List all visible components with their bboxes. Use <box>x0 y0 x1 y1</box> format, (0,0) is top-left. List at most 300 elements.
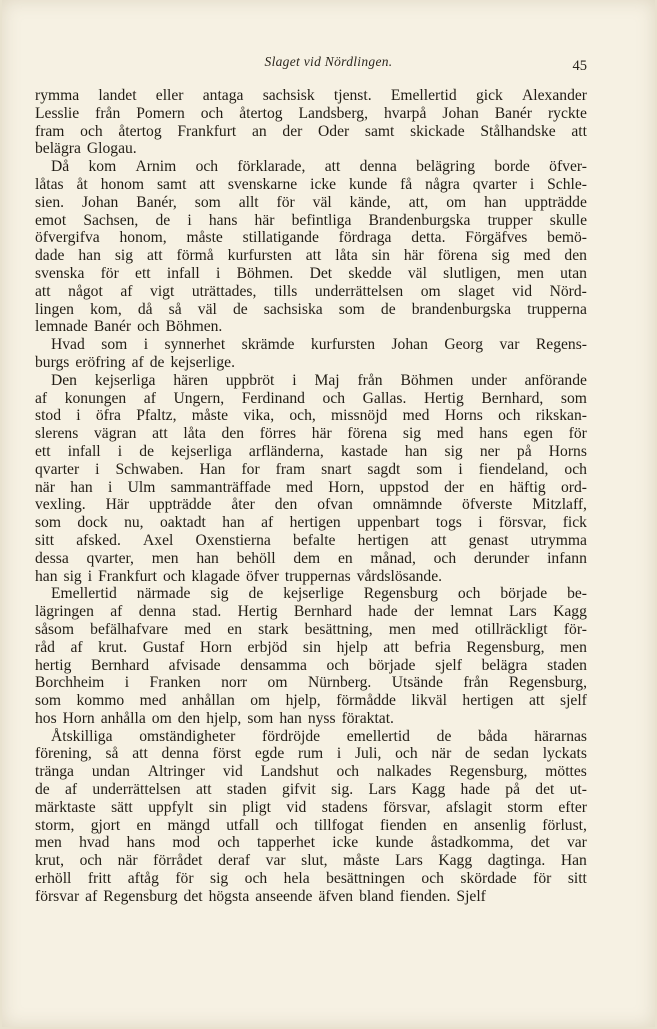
word: Banér <box>93 318 132 336</box>
text-line <box>35 461 587 479</box>
word: togs <box>435 514 462 532</box>
word: landet <box>98 87 137 104</box>
word: Bernhard <box>91 656 150 674</box>
word: sig <box>210 870 229 888</box>
word: var <box>265 852 286 870</box>
word: i <box>95 460 100 478</box>
word: för- <box>563 620 587 638</box>
word: Horn <box>62 709 95 727</box>
word: infall <box>166 264 200 282</box>
text-line <box>35 176 587 194</box>
word: Gustaf <box>142 638 185 656</box>
word: kände, <box>349 193 391 211</box>
word: förena <box>347 425 388 443</box>
word: såsom <box>35 620 74 638</box>
word: der <box>444 478 465 496</box>
text-line <box>35 745 587 763</box>
word: månad, <box>370 549 416 567</box>
word: för <box>276 193 295 211</box>
word: Då <box>51 158 70 176</box>
word: i <box>458 460 463 478</box>
text-line <box>35 834 587 852</box>
word: Emellertid <box>51 585 117 603</box>
word: väl <box>197 300 217 318</box>
word: som <box>101 336 128 354</box>
word: omständigheter <box>139 727 236 745</box>
word: Franken <box>149 674 201 692</box>
word: Frankfurt <box>177 122 237 140</box>
word: Det <box>309 264 333 282</box>
word: att <box>430 531 447 549</box>
word: Maj <box>314 371 340 389</box>
paragraph <box>35 728 587 906</box>
word: uppbröt <box>225 371 275 389</box>
word: och <box>217 834 240 852</box>
text-line <box>35 390 587 408</box>
word: antaga <box>202 87 244 104</box>
word: sachsisk <box>262 87 315 104</box>
word: befalte <box>293 531 336 549</box>
word: honom <box>100 175 145 193</box>
word: åstadkomma, <box>430 834 514 852</box>
word: staden <box>547 656 587 674</box>
word: och <box>137 318 160 336</box>
word: om <box>267 674 288 692</box>
text-line <box>35 212 587 230</box>
word: kom <box>88 158 117 176</box>
word: fördröjde <box>262 727 321 745</box>
word: Här <box>105 496 130 514</box>
word: gick <box>475 87 503 104</box>
word: allt <box>238 193 259 211</box>
word: i <box>143 336 149 354</box>
word: bemö- <box>547 229 587 247</box>
word: förmådde <box>336 692 396 710</box>
word: han <box>70 478 93 496</box>
word: uppträdde <box>524 193 587 211</box>
word: äfven <box>318 887 354 905</box>
word: måste <box>191 407 229 425</box>
word: honom, <box>119 229 167 247</box>
word: Ferdinand <box>241 389 305 407</box>
word: utrymma <box>530 531 587 549</box>
word: sin <box>302 638 322 656</box>
word: Böhmen. <box>165 318 223 336</box>
word: anhållan <box>181 692 235 710</box>
word: väl <box>407 264 427 282</box>
text-line <box>35 799 587 817</box>
word: Hvad <box>51 336 85 354</box>
word: Förgäfves <box>465 229 528 247</box>
book-page <box>2 0 655 1027</box>
word: truppernas <box>284 567 351 585</box>
word: anseende <box>255 887 313 905</box>
word: oaktadt <box>159 514 206 532</box>
text-line <box>35 354 587 372</box>
word: Frankfurt <box>98 567 157 585</box>
word: den <box>221 425 245 443</box>
word: på <box>505 781 520 799</box>
word: nu, <box>124 514 144 532</box>
word: stadens <box>321 798 368 816</box>
word: och <box>336 763 360 781</box>
word: tränga <box>35 763 74 781</box>
word: otillräckligt <box>474 620 548 638</box>
word: hjelp, <box>285 692 321 710</box>
word: och <box>80 122 103 140</box>
word: han <box>404 442 428 460</box>
word: hjelp <box>336 638 368 656</box>
word: att <box>324 158 341 176</box>
word: mod <box>172 834 201 852</box>
word: dagtinga. <box>487 852 546 870</box>
word: Hertig <box>237 603 278 621</box>
word: af <box>65 781 78 799</box>
word: i <box>187 211 192 229</box>
word: krut, <box>35 852 65 870</box>
word: den <box>564 247 587 265</box>
text-line <box>35 318 587 336</box>
word: för <box>100 264 119 282</box>
word: sig <box>114 247 134 265</box>
word: sin <box>371 247 390 265</box>
word: borde <box>494 158 530 176</box>
word: Lesslie <box>35 104 80 122</box>
word: råd <box>35 638 55 656</box>
word: att <box>571 122 587 140</box>
word: och <box>433 549 457 567</box>
word: stark <box>258 620 289 638</box>
text-line <box>35 550 587 568</box>
word: Juli, <box>354 745 382 763</box>
word: Regensburg, <box>466 638 545 656</box>
word: i <box>117 442 123 460</box>
word: i <box>529 175 535 193</box>
word: på <box>516 442 532 460</box>
word: Sjelf <box>456 887 486 905</box>
word: i <box>292 371 297 389</box>
word: behöll <box>236 549 276 567</box>
word: vid <box>222 763 243 781</box>
word: af <box>131 353 144 371</box>
word: skördade <box>460 870 517 888</box>
word: förres <box>259 425 297 443</box>
word: åt <box>76 175 88 193</box>
word: trupperna <box>527 300 587 318</box>
word: det <box>535 781 555 799</box>
text-line <box>35 781 587 799</box>
word: kastade <box>340 442 388 460</box>
word: hertigen <box>289 514 341 532</box>
word: uträttades, <box>191 282 257 300</box>
word: var <box>566 834 587 852</box>
text-line <box>35 568 587 586</box>
text-line <box>35 710 587 728</box>
word: vid <box>286 798 307 816</box>
word: kurfursten <box>227 247 292 265</box>
word: de <box>248 585 264 603</box>
word: nalkades <box>376 763 432 781</box>
word: fienden <box>379 816 427 834</box>
word: fördraga <box>338 229 392 247</box>
text-line <box>35 407 587 425</box>
word: underrättelsen <box>314 282 404 300</box>
word: af <box>143 389 156 407</box>
word: emot <box>35 211 67 229</box>
word: lyckats <box>542 745 587 763</box>
word: i <box>336 745 342 763</box>
text-line <box>35 265 587 283</box>
text-line <box>35 817 587 835</box>
word: och <box>498 407 521 425</box>
word: lemnade <box>35 318 88 336</box>
word: Regensburg, <box>449 763 528 781</box>
word: erhöll <box>35 870 72 888</box>
word: Johan <box>442 104 479 122</box>
word: om <box>151 709 172 727</box>
word: i <box>87 567 93 585</box>
word: svenska <box>35 264 85 282</box>
word: ofvan <box>317 496 353 514</box>
word: för <box>533 870 552 888</box>
word: återtog <box>118 122 162 140</box>
word: belägring <box>416 158 476 176</box>
word: Banér, <box>136 193 177 211</box>
word: men <box>388 620 416 638</box>
word: som <box>194 193 221 211</box>
word: samt <box>156 175 187 193</box>
page-number: 45 <box>572 58 587 74</box>
word: som <box>560 389 587 407</box>
word: i <box>124 674 130 692</box>
word: han <box>196 549 219 567</box>
word: måste <box>186 229 223 247</box>
word: afslagit <box>446 798 492 816</box>
word: uppträdde <box>149 496 212 514</box>
word: eröfring <box>75 353 126 371</box>
word: en <box>443 816 458 834</box>
word: icke <box>310 175 337 193</box>
word: sig <box>210 585 229 603</box>
word: något <box>68 282 103 300</box>
word: Oxenstierna <box>195 531 271 549</box>
text-line <box>35 674 587 692</box>
word: men <box>560 638 587 656</box>
word: så <box>105 745 119 763</box>
word: med <box>431 620 459 638</box>
word: storm, <box>35 816 75 834</box>
word: öfver <box>245 567 279 585</box>
word: om <box>420 282 441 300</box>
text-line <box>35 158 587 176</box>
word: som <box>416 460 443 478</box>
word: icke <box>332 834 359 852</box>
word: försvar, <box>383 798 431 816</box>
word: kunde <box>349 175 388 193</box>
word: öfra <box>95 407 121 425</box>
word: undan <box>91 763 130 781</box>
word: han <box>279 709 302 727</box>
word: och <box>457 585 481 603</box>
word: fram <box>275 460 306 478</box>
word: få <box>400 175 413 193</box>
word: anförande <box>524 371 587 389</box>
word: och <box>79 852 103 870</box>
word: sjelf <box>435 656 462 674</box>
word: med <box>286 478 313 496</box>
text-line <box>35 532 587 550</box>
word: Böhmen. <box>236 264 294 282</box>
word: när <box>35 478 55 496</box>
text-line <box>35 870 587 888</box>
word: låta <box>183 425 206 443</box>
word: af <box>35 389 48 407</box>
word: Horn, <box>328 478 365 496</box>
word: sig <box>402 425 422 443</box>
word: båda <box>478 727 508 745</box>
word: gifvit <box>282 781 316 799</box>
word: fienden. <box>399 887 451 905</box>
text-line <box>35 372 587 390</box>
word: Mitzlaff, <box>532 496 587 514</box>
word: men <box>151 549 179 567</box>
word: Pomern <box>136 104 185 122</box>
word: skedde <box>348 264 392 282</box>
word: han <box>78 247 101 265</box>
word: sig <box>63 567 82 585</box>
word: låta <box>335 247 358 265</box>
word: som <box>35 514 61 532</box>
word: förlust, <box>542 816 587 834</box>
word: Horns <box>548 442 587 460</box>
word: af <box>261 514 274 532</box>
word: hans <box>126 834 156 852</box>
word: Schle- <box>547 175 587 193</box>
word: vexling. <box>35 496 86 514</box>
word: och <box>275 816 298 834</box>
word: att, <box>408 193 429 211</box>
word: med <box>436 425 464 443</box>
word: trupper <box>487 211 533 229</box>
word: Alexander <box>522 87 587 104</box>
word: förklarade, <box>237 158 306 176</box>
word: tapperhet <box>257 834 316 852</box>
text-line <box>35 514 587 532</box>
word: åter <box>231 496 255 514</box>
word: skrämde <box>241 336 295 354</box>
word: dade <box>35 247 65 265</box>
word: om <box>250 692 271 710</box>
word: hos <box>35 709 57 727</box>
word: och <box>421 870 444 888</box>
word: hvarpå <box>383 104 427 122</box>
word: och <box>244 870 268 888</box>
word: afsked. <box>76 531 121 549</box>
word: när <box>117 852 138 870</box>
word: hertigen <box>357 531 409 549</box>
word: de <box>436 727 452 745</box>
word: ansenlig <box>474 816 526 834</box>
word: densamma <box>240 656 307 674</box>
word: likväl <box>411 692 447 710</box>
word: Regensburg <box>363 585 438 603</box>
word: Regensburg, <box>508 674 587 692</box>
text-line <box>35 496 587 514</box>
word: med <box>139 692 167 710</box>
word: tjenst. <box>333 87 372 104</box>
word: hans <box>208 211 238 229</box>
word: besättningen <box>326 870 405 888</box>
word: af <box>120 282 133 300</box>
word: den <box>274 496 298 514</box>
word: och <box>564 460 587 478</box>
word: konungen <box>64 389 127 407</box>
word: deraf <box>218 852 251 870</box>
word: underrättelsen <box>92 781 181 799</box>
word: vårdslösande. <box>356 567 443 585</box>
word: vika, <box>243 407 275 425</box>
word: sammanträffade <box>170 478 271 496</box>
word: först <box>212 745 242 763</box>
word: erbjöd <box>247 638 288 656</box>
word: snart <box>321 460 352 478</box>
word: hjelp, <box>206 709 242 727</box>
word: att <box>305 247 322 265</box>
word: Kagg <box>553 603 587 621</box>
word: härarnas <box>534 727 587 745</box>
word: för <box>568 425 587 443</box>
word: Stålhandske <box>480 122 556 140</box>
word: sedan <box>493 745 529 763</box>
word: ord- <box>560 478 587 496</box>
word: utfall <box>226 816 260 834</box>
word: skickade <box>410 122 465 140</box>
word: Emellertid <box>390 87 457 104</box>
word: Lars <box>368 781 397 799</box>
word: att <box>35 282 51 300</box>
word: slut, <box>301 852 328 870</box>
word: märktaste <box>35 798 96 816</box>
word: de <box>155 211 171 229</box>
word: sätt <box>111 798 133 816</box>
word: hela <box>283 870 310 888</box>
word: förrådet <box>153 852 203 870</box>
word: en <box>136 816 152 834</box>
word: de <box>232 300 248 318</box>
word: då <box>137 300 153 318</box>
word: besättning, <box>304 620 373 638</box>
word: Sachsen, <box>83 211 139 229</box>
word: slerens <box>35 425 79 443</box>
word: anhålla <box>100 709 146 727</box>
text-line <box>35 229 587 247</box>
word: Nürnberg. <box>307 674 372 692</box>
word: stad. <box>192 603 222 621</box>
word: kom, <box>90 300 122 318</box>
word: arfländerna, <box>248 442 324 460</box>
word: eller <box>155 87 184 104</box>
word: vid <box>512 282 533 300</box>
word: der <box>414 603 434 621</box>
word: kejserliga <box>94 371 156 389</box>
word: befria <box>414 638 451 656</box>
word: denna <box>359 158 397 176</box>
word: öfver- <box>549 158 587 176</box>
paragraph <box>35 87 587 158</box>
word: sjelf <box>560 692 587 710</box>
text-line <box>35 585 587 603</box>
word: försvar, <box>498 514 547 532</box>
